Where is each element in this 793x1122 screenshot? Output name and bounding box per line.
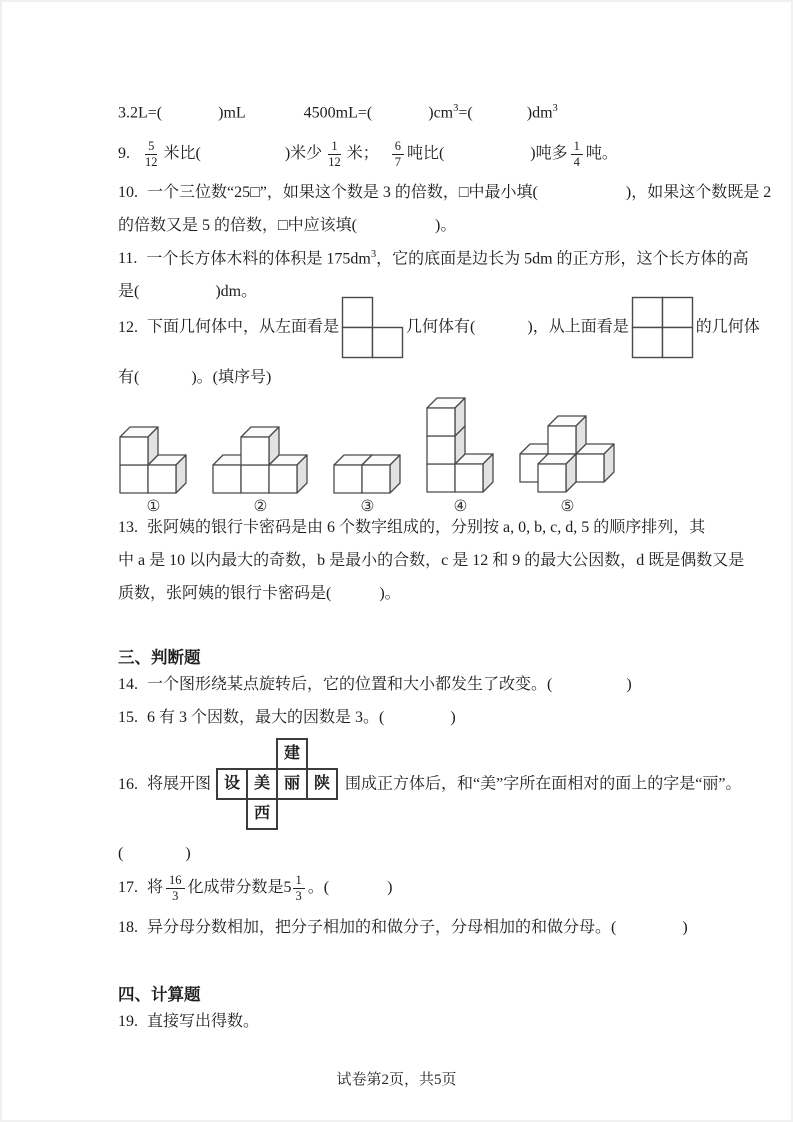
numerator: 1 xyxy=(293,873,305,888)
q8-text: )dm xyxy=(526,104,553,122)
cube-figure-1-drawing xyxy=(118,421,189,495)
numerator: 6 xyxy=(392,139,404,154)
q11-line-1 xyxy=(118,238,749,275)
q12-text: )。(填序号) xyxy=(191,369,272,386)
q16-text: 将展开图 xyxy=(147,775,212,793)
fraction xyxy=(325,139,344,169)
q13-text: 质数，张阿姨的银行卡密码是( xyxy=(118,585,332,602)
fraction xyxy=(293,873,305,903)
question-14 xyxy=(118,673,680,697)
q11-text: )dm。 xyxy=(215,283,258,301)
q15-text: ) xyxy=(450,709,456,726)
q18-text: ) xyxy=(682,919,688,936)
top-view-shape xyxy=(631,296,694,359)
section-title-calc: 四、计算题 xyxy=(118,985,201,1004)
cube-figure-1 xyxy=(118,421,189,516)
superscript: 3 xyxy=(552,103,558,114)
question-18 xyxy=(118,916,688,940)
fraction xyxy=(142,139,161,169)
q10-text: )。 xyxy=(435,217,457,234)
cube-figure-5 xyxy=(518,412,617,516)
q13-line-3 xyxy=(118,577,680,610)
figure-label: ③ xyxy=(360,498,375,515)
question-number: 11. xyxy=(118,250,138,268)
q12-text: 有( xyxy=(118,369,140,386)
superscript: 3 xyxy=(453,103,459,114)
numerator: 16 xyxy=(166,873,185,888)
cube-figure-3-drawing xyxy=(332,421,403,495)
q13-line-2 xyxy=(118,544,745,577)
q8-text: )mL xyxy=(218,104,246,122)
q16-text: 围成正方体后，和“美”字所在面相对的面上的字是“丽”。 xyxy=(345,775,742,793)
question-8 xyxy=(118,97,680,125)
denominator: 3 xyxy=(295,888,302,903)
question-number: 15. xyxy=(118,709,138,726)
q15-text: 6 有 3 个因数，最大的因数是 3。( xyxy=(147,709,385,726)
q17-text: 。( xyxy=(307,879,330,896)
fraction xyxy=(166,873,185,903)
q10-text: )，如果这个数既是 2 xyxy=(625,184,772,201)
cube-figure-3 xyxy=(332,421,403,516)
cube-figures-row xyxy=(118,392,680,516)
denominator: 4 xyxy=(573,154,580,169)
q12-text: 几何体有( xyxy=(406,318,476,336)
cube-figure-4-drawing xyxy=(425,392,496,495)
q8-text: 3.2L=( xyxy=(118,104,163,122)
q9-text: 米比( xyxy=(163,145,201,162)
numerator: 5 xyxy=(145,139,157,154)
q10-text: 一个三位数“25□”，如果这个数是 3 的倍数，□中最小填( xyxy=(147,184,538,201)
question-number: 16. xyxy=(118,775,138,793)
q12-text: )，从上面看是 xyxy=(527,318,629,336)
question-19 xyxy=(118,1010,680,1034)
figure-label: ⑤ xyxy=(560,498,575,515)
question-number: 13. xyxy=(118,519,138,536)
question-12-line-2 xyxy=(118,366,680,390)
q13-text: 张阿姨的银行卡密码是由 6 个数字组成的，分别按 a, 0, b, c, d, 5 的顺序排列，其 xyxy=(147,519,706,536)
net-cell-mid-4: 陕 xyxy=(306,768,338,800)
q10-text: 的倍数又是 5 的倍数，□中应该填( xyxy=(118,217,357,234)
q9-text: 米； xyxy=(346,145,379,162)
question-12 xyxy=(118,296,760,359)
figure-label: ① xyxy=(146,498,161,515)
q8-text: 4500mL=( xyxy=(303,104,373,122)
net-cell-mid-1: 设 xyxy=(216,768,248,800)
denominator: 3 xyxy=(172,888,179,903)
question-10 xyxy=(118,176,772,242)
mixed-number-whole: 5 xyxy=(283,879,292,896)
q9-text: )米少 xyxy=(284,145,323,162)
q14-text: ) xyxy=(626,676,632,693)
numerator: 1 xyxy=(571,139,583,154)
numerator: 1 xyxy=(328,139,340,154)
question-17 xyxy=(118,866,680,910)
cube-net-diagram xyxy=(216,738,340,831)
q12-text: 下面几何体中，从左面看是 xyxy=(147,318,340,336)
q16-text: ( xyxy=(118,845,124,862)
question-13 xyxy=(118,511,745,610)
fraction xyxy=(392,139,404,169)
left-view-shape xyxy=(341,296,404,359)
figure-label: ② xyxy=(253,498,268,515)
q14-text: 一个图形绕某点旋转后，它的位置和大小都发生了改变。( xyxy=(147,676,553,693)
q11-text: ，它的底面是边长为 5dm 的正方形，这个长方体的高 xyxy=(376,250,749,268)
denominator: 7 xyxy=(394,154,401,169)
q12-text: 的几何体 xyxy=(695,318,760,336)
q18-text: 异分母分数相加，把分子相加的和做分子，分母相加的和做分母。( xyxy=(147,919,617,936)
question-16-line-2 xyxy=(118,842,680,866)
q13-text: )。 xyxy=(379,585,401,602)
question-number: 14. xyxy=(118,676,138,693)
q11-text: 是( xyxy=(118,283,140,301)
q8-text: =( xyxy=(458,104,473,122)
q17-text: 将 xyxy=(147,879,164,896)
q17-text: ) xyxy=(387,879,393,896)
q9-text: )吨多 xyxy=(530,145,568,162)
figure-label: ④ xyxy=(453,498,468,515)
q11-text: 一个长方体木料的体积是 175dm xyxy=(146,250,371,268)
question-number: 10. xyxy=(118,184,138,201)
question-number: 19. xyxy=(118,1013,138,1030)
q16-text: ) xyxy=(185,845,191,862)
denominator: 12 xyxy=(328,154,341,169)
cube-figure-2 xyxy=(211,421,310,516)
question-15 xyxy=(118,706,680,730)
q13-line-1 xyxy=(118,511,706,544)
question-9 xyxy=(118,132,680,176)
net-cell-bottom: 西 xyxy=(246,798,278,830)
question-number: 9. xyxy=(118,145,130,162)
section-title-judge: 三、判断题 xyxy=(118,648,201,667)
q8-text: )cm xyxy=(428,104,454,122)
denominator: 12 xyxy=(145,154,158,169)
cube-figure-4 xyxy=(425,392,496,516)
net-cell-top: 建 xyxy=(276,738,308,770)
fraction xyxy=(571,139,583,169)
superscript: 3 xyxy=(370,249,377,260)
page-footer: 试卷第2页，共5页 xyxy=(336,1072,457,1088)
cube-figure-5-drawing xyxy=(518,412,617,495)
cube-figure-2-drawing xyxy=(211,421,310,495)
q17-text: 化成带分数是 xyxy=(187,879,284,896)
q19-text: 直接写出得数。 xyxy=(147,1013,260,1030)
q9-text: 吨比( xyxy=(406,145,445,162)
question-number: 12. xyxy=(118,318,138,336)
net-cell-mid-2: 美 xyxy=(246,768,278,800)
question-16 xyxy=(118,738,742,831)
question-number: 17. xyxy=(118,879,138,896)
q10-line-1 xyxy=(118,176,772,209)
net-cell-mid-3: 丽 xyxy=(276,768,308,800)
q13-text: 中 a 是 10 以内最大的奇数，b 是最小的合数，c 是 12 和 9 的最大公因数，d 既是偶数又是 xyxy=(118,552,745,569)
q9-text: 吨。 xyxy=(585,145,618,162)
question-number: 18. xyxy=(118,919,138,936)
